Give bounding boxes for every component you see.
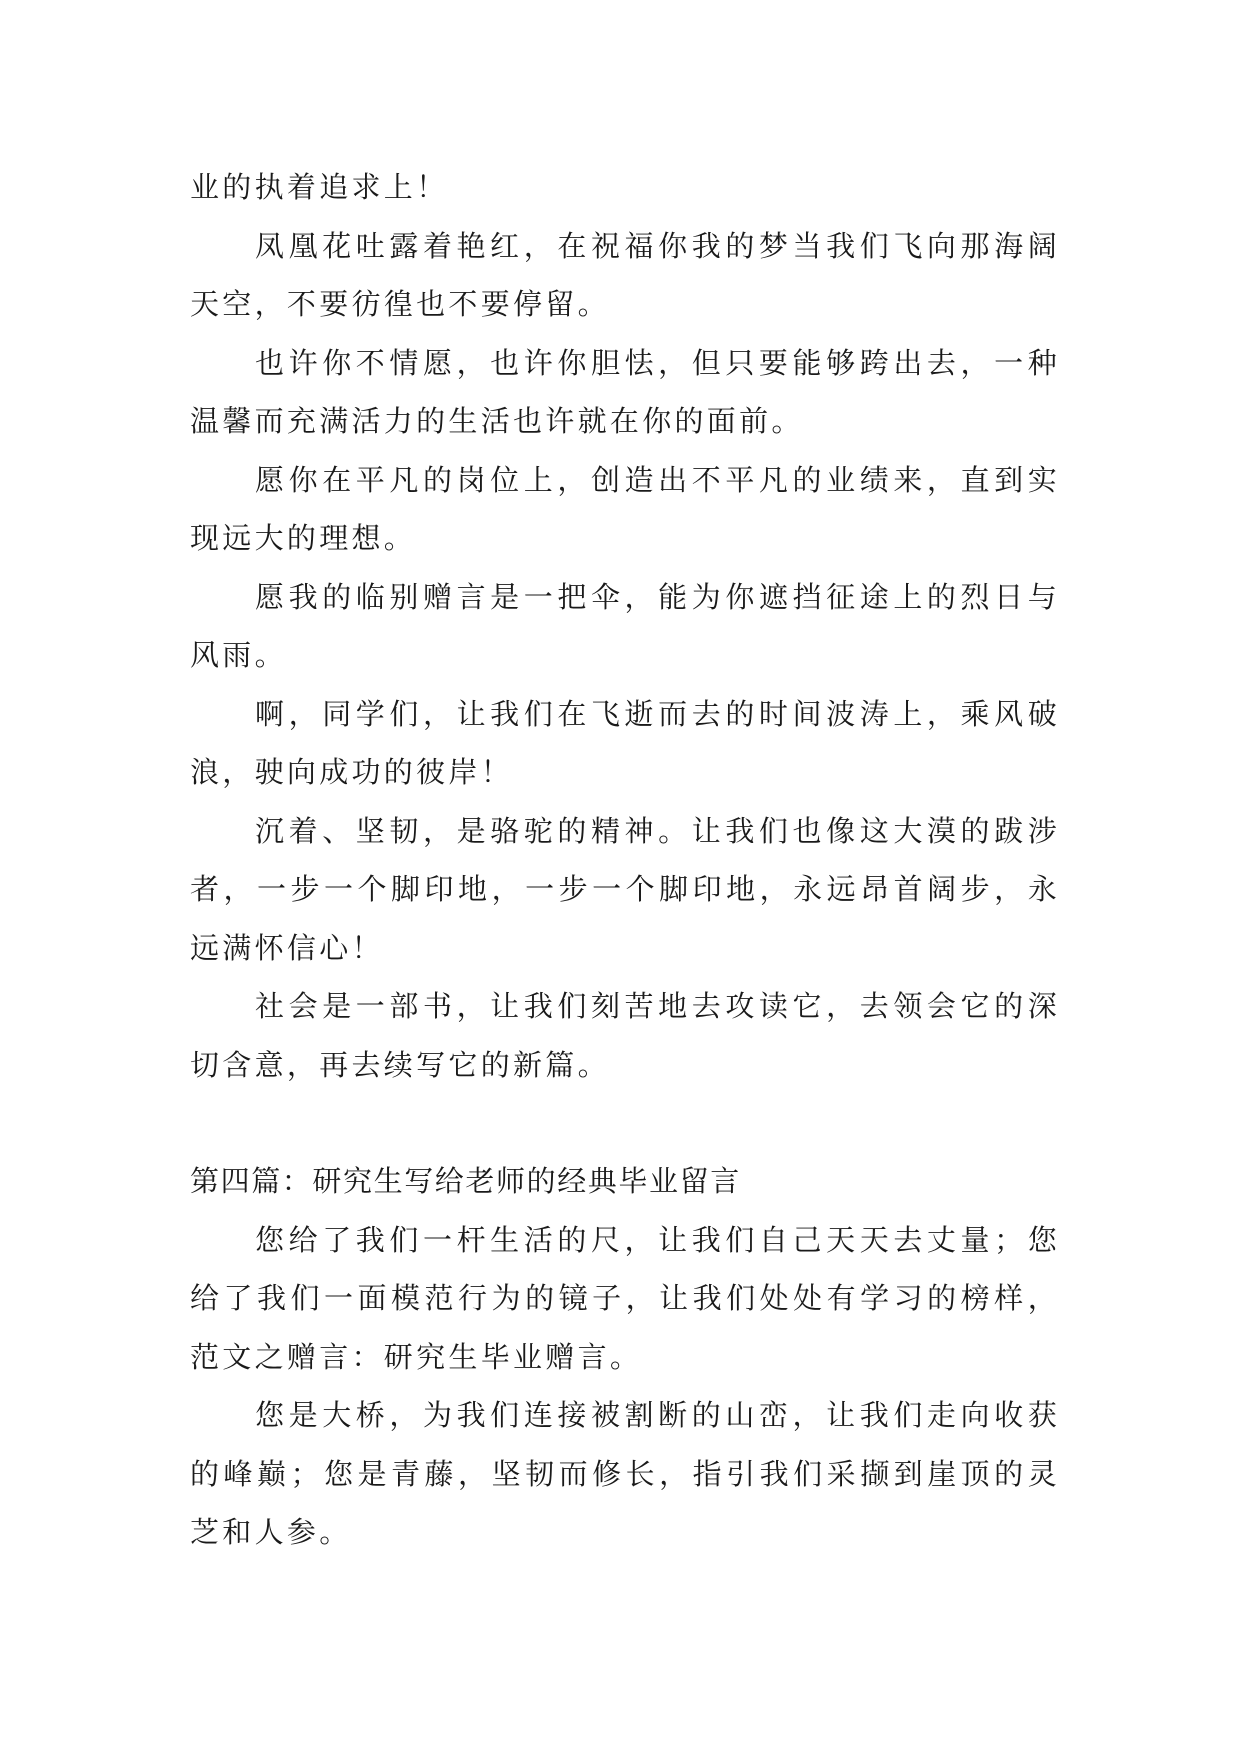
paragraph: 也许你不情愿，也许你胆怯，但只要能够跨出去，一种温馨而充满活力的生活也许就在你的面前。 — [190, 345, 1060, 438]
paragraph: 愿我的临别赠言是一把伞，能为你遮挡征途上的烈日与风雨。 — [190, 579, 1060, 672]
paragraph: 沉着、坚韧，是骆驼的精神。让我们也像这大漠的跋涉者，一步一个脚印地，一步一个脚印地，永远昂首阔步，永远满怀信心！ — [190, 813, 1060, 965]
paragraph: 您给了我们一杆生活的尺，让我们自己天天去丈量；您给了我们一面模范行为的镜子，让我们处处有学习的榜样，范文之赠言：研究生毕业赠言。 — [190, 1222, 1060, 1374]
paragraph: 凤凰花吐露着艳红，在祝福你我的梦当我们飞向那海阔天空，不要彷徨也不要停留。 — [190, 228, 1060, 321]
paragraph: 啊，同学们，让我们在飞逝而去的时间波涛上，乘风破浪，驶向成功的彼岸！ — [190, 696, 1060, 789]
paragraph-continuation: 业的执着追求上！ — [190, 170, 449, 204]
section-heading: 第四篇：研究生写给老师的经典毕业留言 — [190, 1164, 741, 1198]
paragraph: 您是大桥，为我们连接被割断的山峦，让我们走向收获的峰巅；您是青藤，坚韧而修长，指引我们采撷到崖顶的灵芝和人参。 — [190, 1398, 1060, 1549]
paragraph: 愿你在平凡的岗位上，创造出不平凡的业绩来，直到实现远大的理想。 — [190, 462, 1060, 555]
paragraph: 社会是一部书，让我们刻苦地去攻读它，去领会它的深切含意，再去续写它的新篇。 — [190, 989, 1060, 1082]
document-body — [190, 158, 1060, 1562]
